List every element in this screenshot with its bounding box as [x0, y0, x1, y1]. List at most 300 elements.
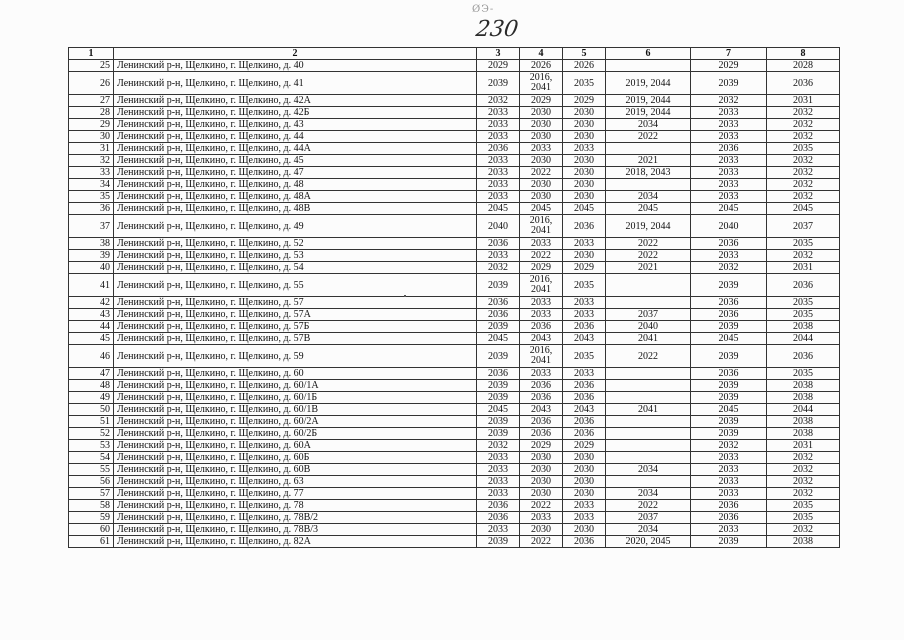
col7-cell: 2039 [691, 72, 767, 95]
col8-cell: 2038 [767, 380, 840, 392]
col7-cell: 2033 [691, 488, 767, 500]
col8-cell: 2038 [767, 392, 840, 404]
col8-cell: 2032 [767, 131, 840, 143]
top-mark: ØЭ- [472, 4, 495, 15]
address-cell: Ленинский р-н, Щелкино, г. Щелкино, д. 82А [114, 536, 477, 548]
col5-cell: 2036 [563, 536, 606, 548]
col5-cell: 2036 [563, 428, 606, 440]
column-header: 1 [69, 48, 114, 60]
col6-cell: 2034 [606, 524, 691, 536]
table-row [69, 476, 840, 488]
col6-cell: 2019, 2044 [606, 215, 691, 238]
col8-cell: 2032 [767, 464, 840, 476]
col8-cell: 2032 [767, 155, 840, 167]
col5-cell: 2033 [563, 368, 606, 380]
col8-cell: 2032 [767, 179, 840, 191]
col4-cell: 2033 [520, 512, 563, 524]
row-number-cell: 54 [69, 452, 114, 464]
col4-cell: 2033 [520, 297, 563, 309]
col8-cell: 2032 [767, 476, 840, 488]
table-row [69, 262, 840, 274]
address-cell: Ленинский р-н, Щелкино, г. Щелкино, д. 60/1В [114, 404, 477, 416]
address-cell: Ленинский р-н, Щелкино, г. Щелкино, д. 60В [114, 464, 477, 476]
col4-cell: 2022 [520, 536, 563, 548]
table-row [69, 203, 840, 215]
address-cell: Ленинский р-н, Щелкино, г. Щелкино, д. 57А [114, 309, 477, 321]
col3-cell: 2036 [477, 309, 520, 321]
col5-cell: 2033 [563, 512, 606, 524]
col8-cell: 2035 [767, 309, 840, 321]
col4-cell: 2030 [520, 155, 563, 167]
col3-cell: 2039 [477, 380, 520, 392]
table-row [69, 440, 840, 452]
col7-cell: 2045 [691, 404, 767, 416]
col3-cell: 2033 [477, 191, 520, 203]
col4-cell: 2022 [520, 500, 563, 512]
address-cell: Ленинский р-н, Щелкино, г. Щелкино, д. 49 [114, 215, 477, 238]
address-cell: Ленинский р-н, Щелкино, г. Щелкино, д. 53 [114, 250, 477, 262]
row-number-cell: 56 [69, 476, 114, 488]
address-cell: Ленинский р-н, Щелкино, г. Щелкино, д. 55 [114, 274, 477, 297]
col8-cell: 2045 [767, 203, 840, 215]
col7-cell: 2033 [691, 250, 767, 262]
row-number-cell: 29 [69, 119, 114, 131]
col3-cell: 2036 [477, 368, 520, 380]
col3-cell: 2033 [477, 107, 520, 119]
col5-cell: 2030 [563, 119, 606, 131]
table-row [69, 131, 840, 143]
address-cell: Ленинский р-н, Щелкино, г. Щелкино, д. 43 [114, 119, 477, 131]
col8-cell: 2032 [767, 167, 840, 179]
col5-cell: 2030 [563, 179, 606, 191]
col8-cell: 2038 [767, 428, 840, 440]
col8-cell: 2037 [767, 215, 840, 238]
col8-cell: 2035 [767, 297, 840, 309]
col4-cell: 2029 [520, 95, 563, 107]
col5-cell: 2036 [563, 392, 606, 404]
column-header: 4 [520, 48, 563, 60]
row-number-cell: 26 [69, 72, 114, 95]
col6-cell: 2037 [606, 309, 691, 321]
col7-cell: 2039 [691, 416, 767, 428]
col8-cell: 2036 [767, 72, 840, 95]
address-cell: Ленинский р-н, Щелкино, г. Щелкино, д. 60/2А [114, 416, 477, 428]
col6-cell [606, 416, 691, 428]
col6-cell: 2019, 2044 [606, 95, 691, 107]
row-number-cell: 55 [69, 464, 114, 476]
col5-cell: 2035 [563, 72, 606, 95]
col4-cell: 2022 [520, 167, 563, 179]
col6-cell [606, 392, 691, 404]
col5-cell: 2030 [563, 155, 606, 167]
col6-cell: 2034 [606, 119, 691, 131]
col5-cell: 2036 [563, 380, 606, 392]
address-cell: Ленинский р-н, Щелкино, г. Щелкино, д. 40 [114, 60, 477, 72]
col3-cell: 2033 [477, 464, 520, 476]
row-number-cell: 53 [69, 440, 114, 452]
col5-cell: 2043 [563, 404, 606, 416]
col4-cell: 2030 [520, 131, 563, 143]
address-cell: Ленинский р-н, Щелкино, г. Щелкино, д. 60 [114, 368, 477, 380]
col6-cell [606, 380, 691, 392]
col3-cell: 2036 [477, 512, 520, 524]
table-row [69, 392, 840, 404]
stray-mark [404, 295, 406, 297]
col7-cell: 2039 [691, 274, 767, 297]
address-cell: Ленинский р-н, Щелкино, г. Щелкино, д. 48А [114, 191, 477, 203]
col4-cell: 2033 [520, 238, 563, 250]
address-cell: Ленинский р-н, Щелкино, г. Щелкино, д. 44 [114, 131, 477, 143]
row-number-cell: 27 [69, 95, 114, 107]
col7-cell: 2033 [691, 119, 767, 131]
col7-cell: 2033 [691, 179, 767, 191]
col3-cell: 2033 [477, 476, 520, 488]
address-cell: Ленинский р-н, Щелкино, г. Щелкино, д. 48В [114, 203, 477, 215]
col8-cell: 2032 [767, 488, 840, 500]
col5-cell: 2029 [563, 95, 606, 107]
col4-cell: 2036 [520, 392, 563, 404]
table-row [69, 238, 840, 250]
col7-cell: 2039 [691, 345, 767, 368]
col5-cell: 2033 [563, 238, 606, 250]
col7-cell: 2045 [691, 333, 767, 345]
col7-cell: 2033 [691, 524, 767, 536]
col8-cell: 2031 [767, 440, 840, 452]
col6-cell: 2022 [606, 131, 691, 143]
col7-cell: 2033 [691, 476, 767, 488]
table-row [69, 524, 840, 536]
col3-cell: 2039 [477, 274, 520, 297]
col6-cell [606, 440, 691, 452]
col7-cell: 2040 [691, 215, 767, 238]
column-header: 5 [563, 48, 606, 60]
col6-cell: 2045 [606, 203, 691, 215]
address-cell: Ленинский р-н, Щелкино, г. Щелкино, д. 60/2Б [114, 428, 477, 440]
col6-cell: 2019, 2044 [606, 72, 691, 95]
table-row [69, 428, 840, 440]
col3-cell: 2045 [477, 333, 520, 345]
row-number-cell: 36 [69, 203, 114, 215]
col8-cell: 2032 [767, 191, 840, 203]
col4-cell: 2029 [520, 262, 563, 274]
col7-cell: 2036 [691, 368, 767, 380]
col3-cell: 2032 [477, 262, 520, 274]
col5-cell: 2045 [563, 203, 606, 215]
col7-cell: 2032 [691, 262, 767, 274]
column-header: 8 [767, 48, 840, 60]
col5-cell: 2030 [563, 524, 606, 536]
col4-cell: 2030 [520, 464, 563, 476]
col7-cell: 2033 [691, 452, 767, 464]
col8-cell: 2038 [767, 416, 840, 428]
col4-cell: 2030 [520, 179, 563, 191]
column-header: 7 [691, 48, 767, 60]
address-cell: Ленинский р-н, Щелкино, г. Щелкино, д. 57Б [114, 321, 477, 333]
row-number-cell: 49 [69, 392, 114, 404]
col7-cell: 2033 [691, 464, 767, 476]
col5-cell: 2030 [563, 250, 606, 262]
column-header: 6 [606, 48, 691, 60]
col8-cell: 2032 [767, 452, 840, 464]
col3-cell: 2039 [477, 72, 520, 95]
col4-cell: 2030 [520, 476, 563, 488]
col6-cell [606, 297, 691, 309]
col4-cell: 2033 [520, 309, 563, 321]
col3-cell: 2040 [477, 215, 520, 238]
address-cell: Ленинский р-н, Щелкино, г. Щелкино, д. 54 [114, 262, 477, 274]
address-cell: Ленинский р-н, Щелкино, г. Щелкино, д. 63 [114, 476, 477, 488]
table-row [69, 107, 840, 119]
address-cell: Ленинский р-н, Щелкино, г. Щелкино, д. 78В/2 [114, 512, 477, 524]
row-number-cell: 51 [69, 416, 114, 428]
col7-cell: 2039 [691, 428, 767, 440]
col7-cell: 2033 [691, 191, 767, 203]
col8-cell: 2035 [767, 238, 840, 250]
col7-cell: 2036 [691, 238, 767, 250]
page-number: 230 [474, 17, 520, 42]
col3-cell: 2039 [477, 321, 520, 333]
col3-cell: 2033 [477, 488, 520, 500]
col6-cell [606, 274, 691, 297]
col5-cell: 2036 [563, 215, 606, 238]
row-number-cell: 60 [69, 524, 114, 536]
table-row [69, 416, 840, 428]
address-cell: Ленинский р-н, Щелкино, г. Щелкино, д. 45 [114, 155, 477, 167]
address-cell: Ленинский р-н, Щелкино, г. Щелкино, д. 42Б [114, 107, 477, 119]
col7-cell: 2039 [691, 536, 767, 548]
col4-cell: 2030 [520, 488, 563, 500]
col6-cell: 2021 [606, 155, 691, 167]
col4-cell: 2016, 2041 [520, 72, 563, 95]
address-cell: Ленинский р-н, Щелкино, г. Щелкино, д. 60/1А [114, 380, 477, 392]
row-number-cell: 44 [69, 321, 114, 333]
row-number-cell: 41 [69, 274, 114, 297]
table-row [69, 452, 840, 464]
repair-schedule-table [68, 47, 840, 548]
col4-cell: 2030 [520, 119, 563, 131]
table-row [69, 297, 840, 309]
col8-cell: 2031 [767, 262, 840, 274]
col3-cell: 2036 [477, 297, 520, 309]
address-cell: Ленинский р-н, Щелкино, г. Щелкино, д. 78 [114, 500, 477, 512]
col4-cell: 2036 [520, 416, 563, 428]
table-row [69, 119, 840, 131]
address-cell: Ленинский р-н, Щелкино, г. Щелкино, д. 44А [114, 143, 477, 155]
col6-cell: 2022 [606, 250, 691, 262]
col8-cell: 2036 [767, 345, 840, 368]
col6-cell: 2040 [606, 321, 691, 333]
col3-cell: 2033 [477, 131, 520, 143]
table-row [69, 368, 840, 380]
col8-cell: 2028 [767, 60, 840, 72]
col3-cell: 2039 [477, 428, 520, 440]
col7-cell: 2036 [691, 512, 767, 524]
table-row [69, 215, 840, 238]
col5-cell: 2026 [563, 60, 606, 72]
col5-cell: 2030 [563, 476, 606, 488]
col4-cell: 2030 [520, 452, 563, 464]
col7-cell: 2045 [691, 203, 767, 215]
col5-cell: 2036 [563, 416, 606, 428]
col4-cell: 2030 [520, 524, 563, 536]
row-number-cell: 43 [69, 309, 114, 321]
table-row [69, 380, 840, 392]
col6-cell: 2034 [606, 191, 691, 203]
table-row [69, 512, 840, 524]
table-row [69, 60, 840, 72]
col3-cell: 2033 [477, 524, 520, 536]
col5-cell: 2036 [563, 321, 606, 333]
row-number-cell: 47 [69, 368, 114, 380]
col4-cell: 2033 [520, 368, 563, 380]
col5-cell: 2033 [563, 309, 606, 321]
row-number-cell: 45 [69, 333, 114, 345]
col8-cell: 2031 [767, 95, 840, 107]
address-cell: Ленинский р-н, Щелкино, г. Щелкино, д. 60/1Б [114, 392, 477, 404]
address-cell: Ленинский р-н, Щелкино, г. Щелкино, д. 59 [114, 345, 477, 368]
col7-cell: 2033 [691, 107, 767, 119]
address-cell: Ленинский р-н, Щелкино, г. Щелкино, д. 60А [114, 440, 477, 452]
table-row [69, 143, 840, 155]
row-number-cell: 50 [69, 404, 114, 416]
col5-cell: 2033 [563, 500, 606, 512]
row-number-cell: 25 [69, 60, 114, 72]
col7-cell: 2029 [691, 60, 767, 72]
col3-cell: 2033 [477, 167, 520, 179]
address-cell: Ленинский р-н, Щелкино, г. Щелкино, д. 60Б [114, 452, 477, 464]
row-number-cell: 46 [69, 345, 114, 368]
row-number-cell: 61 [69, 536, 114, 548]
col6-cell: 2041 [606, 404, 691, 416]
table-row [69, 345, 840, 368]
col5-cell: 2030 [563, 488, 606, 500]
table-row [69, 179, 840, 191]
col4-cell: 2029 [520, 440, 563, 452]
col8-cell: 2032 [767, 250, 840, 262]
row-number-cell: 38 [69, 238, 114, 250]
col4-cell: 2030 [520, 191, 563, 203]
address-cell: Ленинский р-н, Щелкино, г. Щелкино, д. 42А [114, 95, 477, 107]
col3-cell: 2032 [477, 440, 520, 452]
col6-cell: 2037 [606, 512, 691, 524]
col4-cell: 2016, 2041 [520, 274, 563, 297]
col7-cell: 2033 [691, 155, 767, 167]
col6-cell: 2018, 2043 [606, 167, 691, 179]
col8-cell: 2044 [767, 333, 840, 345]
col3-cell: 2036 [477, 500, 520, 512]
col3-cell: 2039 [477, 345, 520, 368]
col6-cell [606, 476, 691, 488]
row-number-cell: 37 [69, 215, 114, 238]
col6-cell: 2041 [606, 333, 691, 345]
row-number-cell: 35 [69, 191, 114, 203]
col6-cell [606, 60, 691, 72]
table-row [69, 250, 840, 262]
col5-cell: 2033 [563, 143, 606, 155]
col7-cell: 2032 [691, 440, 767, 452]
row-number-cell: 31 [69, 143, 114, 155]
col5-cell: 2029 [563, 440, 606, 452]
col5-cell: 2029 [563, 262, 606, 274]
col4-cell: 2016, 2041 [520, 345, 563, 368]
col7-cell: 2036 [691, 297, 767, 309]
address-cell: Ленинский р-н, Щелкино, г. Щелкино, д. 41 [114, 72, 477, 95]
col8-cell: 2038 [767, 536, 840, 548]
address-cell: Ленинский р-н, Щелкино, г. Щелкино, д. 77 [114, 488, 477, 500]
col3-cell: 2033 [477, 452, 520, 464]
col8-cell: 2035 [767, 368, 840, 380]
row-number-cell: 48 [69, 380, 114, 392]
col8-cell: 2035 [767, 143, 840, 155]
col7-cell: 2039 [691, 321, 767, 333]
column-header: 3 [477, 48, 520, 60]
col3-cell: 2033 [477, 155, 520, 167]
col3-cell: 2045 [477, 203, 520, 215]
col6-cell [606, 179, 691, 191]
col4-cell: 2036 [520, 428, 563, 440]
col7-cell: 2039 [691, 380, 767, 392]
col5-cell: 2030 [563, 464, 606, 476]
row-number-cell: 32 [69, 155, 114, 167]
col5-cell: 2035 [563, 274, 606, 297]
address-cell: Ленинский р-н, Щелкино, г. Щелкино, д. 57В [114, 333, 477, 345]
col3-cell: 2033 [477, 119, 520, 131]
col3-cell: 2039 [477, 416, 520, 428]
row-number-cell: 28 [69, 107, 114, 119]
address-cell: Ленинский р-н, Щелкино, г. Щелкино, д. 78В/3 [114, 524, 477, 536]
table-row [69, 500, 840, 512]
col5-cell: 2030 [563, 167, 606, 179]
col6-cell: 2034 [606, 464, 691, 476]
col4-cell: 2022 [520, 250, 563, 262]
table-row [69, 95, 840, 107]
col8-cell: 2044 [767, 404, 840, 416]
col8-cell: 2032 [767, 524, 840, 536]
col5-cell: 2030 [563, 452, 606, 464]
table-row [69, 191, 840, 203]
col7-cell: 2032 [691, 95, 767, 107]
table-body [69, 60, 840, 548]
col5-cell: 2030 [563, 107, 606, 119]
table-row [69, 333, 840, 345]
col6-cell [606, 143, 691, 155]
col4-cell: 2036 [520, 380, 563, 392]
col6-cell: 2020, 2045 [606, 536, 691, 548]
row-number-cell: 59 [69, 512, 114, 524]
address-cell: Ленинский р-н, Щелкино, г. Щелкино, д. 48 [114, 179, 477, 191]
col8-cell: 2035 [767, 512, 840, 524]
col6-cell [606, 368, 691, 380]
col4-cell: 2043 [520, 404, 563, 416]
col5-cell: 2033 [563, 297, 606, 309]
col6-cell: 2022 [606, 345, 691, 368]
table-row [69, 321, 840, 333]
col5-cell: 2030 [563, 191, 606, 203]
col5-cell: 2030 [563, 131, 606, 143]
row-number-cell: 57 [69, 488, 114, 500]
col6-cell: 2034 [606, 488, 691, 500]
row-number-cell: 52 [69, 428, 114, 440]
row-number-cell: 40 [69, 262, 114, 274]
col4-cell: 2026 [520, 60, 563, 72]
address-cell: Ленинский р-н, Щелкино, г. Щелкино, д. 57 [114, 297, 477, 309]
col3-cell: 2036 [477, 238, 520, 250]
col4-cell: 2030 [520, 107, 563, 119]
col4-cell: 2036 [520, 321, 563, 333]
col8-cell: 2036 [767, 274, 840, 297]
col4-cell: 2043 [520, 333, 563, 345]
address-cell: Ленинский р-н, Щелкино, г. Щелкино, д. 52 [114, 238, 477, 250]
